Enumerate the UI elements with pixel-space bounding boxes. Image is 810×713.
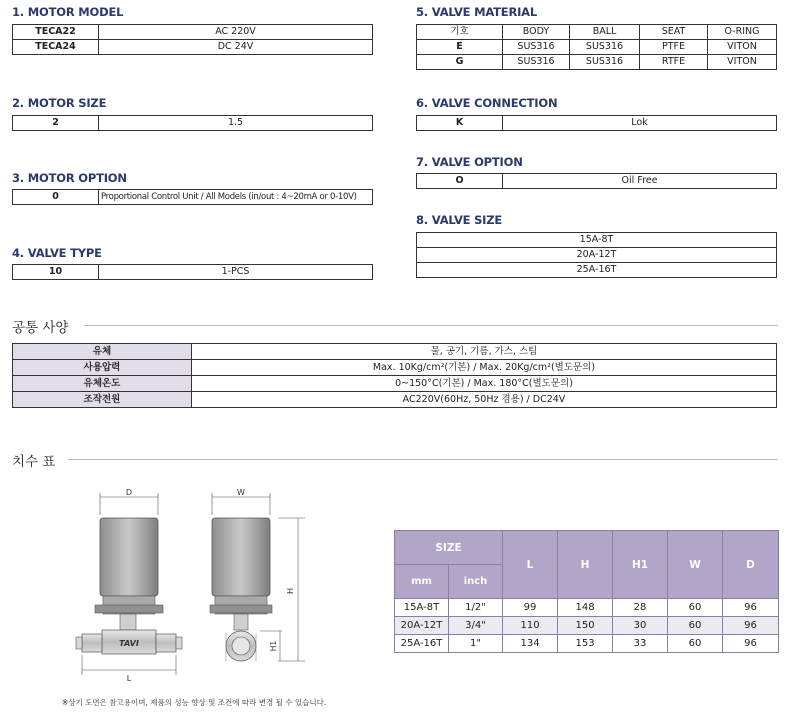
table-row bbox=[395, 617, 779, 635]
code-cell: 2 bbox=[13, 116, 99, 131]
cell: 15A-8T bbox=[395, 599, 449, 617]
motor-option-table bbox=[12, 189, 373, 205]
valve-type-title: 4. VALVE TYPE bbox=[12, 246, 102, 260]
cell: RTFE bbox=[640, 55, 708, 70]
cell: 60 bbox=[668, 617, 723, 635]
valve-material-table bbox=[416, 24, 777, 70]
motor-size-title: 2. MOTOR SIZE bbox=[12, 96, 107, 110]
code-cell: 10 bbox=[13, 265, 99, 280]
valve-material-title: 5. VALVE MATERIAL bbox=[416, 5, 538, 19]
motor-model-title: 1. MOTOR MODEL bbox=[12, 5, 124, 19]
valve-connection-title: 6. VALVE CONNECTION bbox=[416, 96, 558, 110]
code-cell: G bbox=[417, 55, 503, 70]
col-header-h1: H1 bbox=[613, 531, 668, 599]
table-row bbox=[13, 376, 777, 392]
brand-label: TAVI bbox=[119, 639, 139, 648]
cell: SUS316 bbox=[570, 40, 640, 55]
cell: VITON bbox=[708, 55, 777, 70]
table-row bbox=[13, 190, 373, 205]
table-row bbox=[395, 635, 779, 653]
cell: 96 bbox=[723, 599, 779, 617]
cell: 1/2" bbox=[449, 599, 503, 617]
cell: 1" bbox=[449, 635, 503, 653]
sub-header-mm: mm bbox=[395, 565, 449, 599]
spec-label: 조작전원 bbox=[13, 392, 192, 408]
spec-value: AC220V(60Hz, 50Hz 겸용) / DC24V bbox=[192, 392, 777, 408]
cell: 30 bbox=[613, 617, 668, 635]
table-row bbox=[13, 344, 777, 360]
cell: 134 bbox=[503, 635, 558, 653]
size-cell: 25A-16T bbox=[417, 263, 777, 278]
table-header-row bbox=[417, 25, 777, 40]
cell: 28 bbox=[613, 599, 668, 617]
table-row bbox=[417, 55, 777, 70]
cell: 96 bbox=[723, 617, 779, 635]
table-row bbox=[417, 248, 777, 263]
valve-connection-table bbox=[416, 115, 777, 131]
valve-size-table bbox=[416, 232, 777, 278]
dimension-table bbox=[394, 530, 779, 653]
table-row bbox=[417, 263, 777, 278]
table-row bbox=[13, 392, 777, 408]
cell: 150 bbox=[558, 617, 613, 635]
spec-value: 물, 공기, 기름, 가스, 스팀 bbox=[192, 344, 777, 360]
code-cell: E bbox=[417, 40, 503, 55]
side-view bbox=[210, 488, 305, 661]
valve-option-table bbox=[416, 173, 777, 189]
code-cell: 0 bbox=[13, 190, 99, 205]
valve-size-title: 8. VALVE SIZE bbox=[416, 213, 503, 227]
table-row bbox=[13, 25, 373, 40]
size-cell: 15A-8T bbox=[417, 233, 777, 248]
footnote: ※상기 도면은 참고용이며, 제품의 성능 향상 및 조건에 따라 변경 될 수 있습니다. bbox=[62, 698, 327, 707]
common-spec-title: 공통 사양 bbox=[12, 320, 69, 336]
common-spec-table bbox=[12, 343, 777, 408]
cell: SUS316 bbox=[570, 55, 640, 70]
front-view bbox=[76, 488, 182, 683]
desc-cell: 1-PCS bbox=[99, 265, 373, 280]
table-row bbox=[417, 233, 777, 248]
col-header-l: L bbox=[503, 531, 558, 599]
table-row bbox=[417, 174, 777, 189]
cell: VITON bbox=[708, 40, 777, 55]
cell: PTFE bbox=[640, 40, 708, 55]
cell: 148 bbox=[558, 599, 613, 617]
table-row bbox=[13, 40, 373, 55]
cell: 110 bbox=[503, 617, 558, 635]
code-cell: TECA22 bbox=[13, 25, 99, 40]
valve-drawing bbox=[60, 485, 380, 695]
col-header-w: W bbox=[668, 531, 723, 599]
table-row bbox=[395, 599, 779, 617]
sub-header-inch: inch bbox=[449, 565, 503, 599]
dim-label-d: D bbox=[125, 488, 133, 497]
spec-label: 유체온도 bbox=[13, 376, 192, 392]
code-cell: K bbox=[417, 116, 503, 131]
dim-label-w: W bbox=[237, 488, 245, 497]
dimension-title: 치수 표 bbox=[12, 454, 56, 470]
cell: 33 bbox=[613, 635, 668, 653]
cell: 60 bbox=[668, 635, 723, 653]
dim-label-l: L bbox=[126, 674, 132, 683]
table-row bbox=[417, 40, 777, 55]
table-row bbox=[13, 116, 373, 131]
desc-cell: Oil Free bbox=[503, 174, 777, 189]
code-cell: O bbox=[417, 174, 503, 189]
header-cell: SEAT bbox=[640, 25, 708, 40]
motor-model-table bbox=[12, 24, 373, 55]
table-row bbox=[417, 116, 777, 131]
cell: SUS316 bbox=[503, 55, 570, 70]
size-header: SIZE bbox=[395, 531, 503, 565]
cell: 3/4" bbox=[449, 617, 503, 635]
spec-value: Max. 10Kg/cm²(기본) / Max. 20Kg/cm²(별도문의) bbox=[192, 360, 777, 376]
cell: 153 bbox=[558, 635, 613, 653]
divider bbox=[84, 325, 778, 326]
motor-option-title: 3. MOTOR OPTION bbox=[12, 171, 127, 185]
valve-option-title: 7. VALVE OPTION bbox=[416, 155, 523, 169]
cell: SUS316 bbox=[503, 40, 570, 55]
col-header-h: H bbox=[558, 531, 613, 599]
spec-label: 사용압력 bbox=[13, 360, 192, 376]
code-cell: TECA24 bbox=[13, 40, 99, 55]
header-cell: 기호 bbox=[417, 25, 503, 40]
desc-cell: Proportional Control Unit / All Models (in/out : 4~20mA or 0-10V) bbox=[99, 190, 373, 205]
table-row bbox=[13, 360, 777, 376]
cell: 25A-16T bbox=[395, 635, 449, 653]
spec-label: 유체 bbox=[13, 344, 192, 360]
motor-size-table bbox=[12, 115, 373, 131]
spec-value: 0~150°C(기본) / Max. 180°C(별도문의) bbox=[192, 376, 777, 392]
dim-label-h: H bbox=[286, 587, 295, 595]
desc-cell: 1.5 bbox=[99, 116, 373, 131]
cell: 20A-12T bbox=[395, 617, 449, 635]
desc-cell: DC 24V bbox=[99, 40, 373, 55]
desc-cell: Lok bbox=[503, 116, 777, 131]
size-cell: 20A-12T bbox=[417, 248, 777, 263]
cell: 96 bbox=[723, 635, 779, 653]
desc-cell: AC 220V bbox=[99, 25, 373, 40]
header-cell: BALL bbox=[570, 25, 640, 40]
divider bbox=[68, 459, 778, 460]
valve-type-table bbox=[12, 264, 373, 280]
cell: 99 bbox=[503, 599, 558, 617]
header-cell: O-RING bbox=[708, 25, 777, 40]
col-header-d: D bbox=[723, 531, 779, 599]
dim-label-h1: H1 bbox=[269, 640, 278, 652]
cell: 60 bbox=[668, 599, 723, 617]
table-row bbox=[13, 265, 373, 280]
header-cell: BODY bbox=[503, 25, 570, 40]
